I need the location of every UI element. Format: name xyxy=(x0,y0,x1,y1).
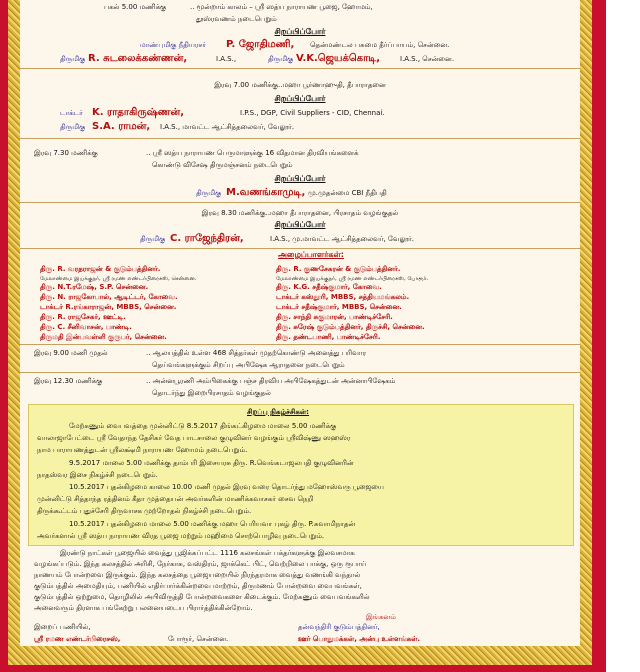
divider xyxy=(20,248,580,249)
event-text: .. மூன்றாம் காலம் – ஸ்ரீ ஸத்ய நாராயண பூஜை, ஹோமம், xyxy=(190,3,373,11)
guest-title: I.A.S., மு.மாவட்ட ஆட்சித்தலைவர், வேலூர். xyxy=(270,235,415,243)
signoff-label: இறைப் பணியில், xyxy=(34,623,91,631)
signoff-left-name: ஶ்ரீ ரமண எண்டர்பிரைசஸ், xyxy=(34,635,121,643)
guest-title: I.A.S., xyxy=(216,55,237,63)
guest-title: மு.முதன்மை CBI நீதிபதி xyxy=(308,189,387,197)
guest-title: I.A.S., சென்னை. xyxy=(400,55,455,63)
event-text: .. ஸ்ரீ ஸத்ய நாராயண பெருமாளுக்கு 16 விதமான திரவியங்களைக் xyxy=(146,149,359,157)
guest-prefix: திருமிகு xyxy=(140,235,166,243)
organizer-name: திரு. N. ராஜகோபால், ஆடிட்டர், கோவை. xyxy=(40,293,178,301)
guest-name: K. ராதாகிருஷ்ணன், xyxy=(92,107,185,118)
guest-title: I.P.S., DGP, Civil Suppliers - CID, Chennai. xyxy=(240,109,385,117)
inkanam-text: இங்கனம் xyxy=(366,613,396,621)
organizer-name: திரு. N.T.ரமேஷ், S.P. சென்னை. xyxy=(40,283,149,291)
organizer-name: திரு. தண்டபாணி, பாண்டிச்சேரி. xyxy=(276,333,381,341)
closing-line: அனைவரும் திரளாக பங்கேற்று பலனையடைய பிரார்த்திக்கின்றோம். xyxy=(34,604,253,612)
organizer-name: திருமதி இன்பவள்ளி குருபர், சென்னை. xyxy=(40,333,167,341)
divider xyxy=(20,138,580,139)
guest-prefix: டாக்டர் xyxy=(60,109,83,117)
special-line: திருக்கூட்டம் புதுச்சேரி திருவாசக முற்றோதல் நிகழ்ச்சி நடைபெறும். xyxy=(37,507,252,516)
special-line: முன்னிட்டு சித்தாந்த ரத்தினம் கீதா முத்தையன் அவர்களின் மாணிக்கவாசகர் சைவ நெறி xyxy=(37,495,314,504)
organizers-heading: அழைப்பாளர்கள்: xyxy=(278,250,344,259)
event-text: .. அன்னபூரணி அம்பிகைக்கு பஞ்ச திரவிய அபிஷேகத்துடன் அன்னாபிஷேகம் xyxy=(146,377,396,385)
organizer-name: திரு. R. வரதராஜன் & குடும்பத்தினர். xyxy=(40,265,161,273)
organizer-name: டாக்டர் கஸ்தூரி, MBBS, சத்தியமங்கலம். xyxy=(276,293,410,301)
special-line: நாம பாராயணத்துடன் ஶ்ரீலக்ஷ்மி நாராயண ஹோமம் நடைபெறும். xyxy=(37,446,248,455)
closing-line: வழங்கப்படும். இந்த கலசத்தில் அரிசி, நேர்காசு, வஸ்திரம், ஜாக்கெட் பிட், வெற்றிலை பாக்கு, ஒரு ரூபாய் xyxy=(34,560,367,568)
divider xyxy=(20,372,580,373)
closing-line: குடும்பத்தில் ஒற்றுமை, தொழிலில் அபிவிருத்தி போன்றவைகளை கிடைக்கும். மேற்கணும் வைபவங்களில் xyxy=(34,593,370,601)
organizer-name: டாக்டர் R.ரங்காராஜன், MBBS, சென்னை. xyxy=(40,303,177,311)
special-line: 10.5.2017 புதன்கிழமை காலை 10.00 மணி முதல் இரவு வரை தொடர்ந்து மஹோஸ்வரு பூஜையை xyxy=(69,483,384,491)
organizer-name: திரு. சாந்தி சுகுமாரன், பாண்டிச்சேரி. xyxy=(276,313,393,321)
organizer-name: திரு. K.G. சதீஷ்குமார், கோவை. xyxy=(276,283,382,291)
guest-name: V.K.ஜெயக்கொடி, xyxy=(296,53,381,64)
guest-name: M.வணங்காமுடி, xyxy=(226,187,306,198)
organizer-name: டாக்டர் சதீஷ்குமார், MBBS, சென்னை. xyxy=(276,303,402,311)
heading-sirappippor-2: சிறப்பிப்போர் xyxy=(274,94,326,103)
special-line: நாதஸ்வர இசை நிகழ்ச்சி நடைபெறும். xyxy=(37,470,158,479)
time-text: இரவு 12.30 மணிக்கு xyxy=(34,377,103,385)
guest-prefix: திருமிகு xyxy=(60,55,86,63)
signoff-right-2: ஊர் பொதுமக்கள், அன்பு உள்ளங்கள். xyxy=(298,635,421,643)
special-line: 9.5.2017 மாலை 5.00 மணிக்கு தாம்பரி இசையரசு திரு. R.வெங்கடாஜலபதி குழுவினரின் xyxy=(69,458,354,467)
signoff-left-suffix: போரூர், சென்னை. xyxy=(168,635,229,643)
guest-name: S.A. ராமன், xyxy=(92,121,151,132)
heading-sirappippor-1: சிறப்பிப்போர் xyxy=(274,27,326,36)
guest-prefix: மாண்புமிகு நீதியரசர் xyxy=(140,41,207,49)
time-text: இரவு 7.30 மணிக்கு xyxy=(34,149,98,157)
guest-prefix: திருமிகு xyxy=(60,123,86,131)
margin-right xyxy=(606,0,640,672)
event-text-cont: தூஸ்ரவணம் நடைபெறும் xyxy=(196,15,277,23)
event-text-cont: கொண்டு விசேஷ திருமஞ்சனம் நடைபெறும் xyxy=(152,161,293,169)
heading-sirappippor-4: சிறப்பிப்போர் xyxy=(274,220,326,229)
guest-name: C. ராஜேந்திரன், xyxy=(170,233,244,244)
divider xyxy=(20,68,580,69)
special-line: வாலாஜாபேட்டை ஶ்ரீ வேதாந்த தேசிகர் வேத பாடசாலை குழுவினர் வழங்கும் ஶ்ரீவிஷ்ணு ஸஹஸ்ர xyxy=(37,434,351,443)
special-line: 10.5.2017 புதன்கிழமை மாலை 5.00 மணிக்கு மஹா பெரியவா புகழ் திரு. P.சுவாமிநாதன் xyxy=(69,519,356,528)
block4-line1: இரவு 8.30 மணிக்கு..மஹா தீபாராதனை, பிரசாதம் வழங்குதல் xyxy=(201,209,399,217)
time-text: பகல் 5.00 மணிக்கு xyxy=(104,3,167,11)
time-text: இரவு 9.00 மணி முதல் xyxy=(34,349,108,357)
special-line: அவர்களால் ஶ்ரீ ஸத்ய நாராயண விரத பூஜை மற்றும் மஹிமை சொற்பொழிவு நடைபெறும். xyxy=(37,531,325,540)
organizer-subtitle: மேலாண்மை இயக்குநர், ஶ்ரீ ரமண எண்டர்பிரைசஸ், போரூர். xyxy=(276,276,429,282)
event-text-cont: தொடர்ந்து இறைபிரசாதம் வழங்குதல் xyxy=(152,389,271,397)
divider xyxy=(20,344,580,345)
organizer-subtitle: மேலாண்மை இயக்குநர், ஶ்ரீ ரமண எண்டர்பிரைசஸ், சென்னை. xyxy=(40,276,197,282)
organizer-name: திரு. R. குணசேகரன் & குடும்பத்தினர். xyxy=(276,265,401,273)
guest-name: P. ஜோதிமணி, xyxy=(226,39,295,50)
organizer-name: திரு. C. சீனிவாசன், பாண்டி. xyxy=(40,323,132,331)
guest-prefix: திருமிகு xyxy=(196,189,222,197)
guest-title: I.A.S., மாவட்ட ஆட்சித்தலைவர், வேலூர். xyxy=(160,123,295,131)
divider xyxy=(20,202,580,203)
special-line: மேற்கணும் வைபவத்தை முன்னிட்டு 8.5.2017 திங்கட்கிழமை மாலை 5.00 மணிக்கு xyxy=(69,422,337,430)
event-text: .. ஆலயத்தில் உள்ள 468 சித்தர்கள் முதற்கொண்டு அனைத்து பரிவார xyxy=(146,349,367,357)
organizer-name: திரு. சுரேஷ் குடும்பத்தினர், திருச்சி, சென்னை. xyxy=(276,323,425,331)
closing-line: நாணயம் போன்றவை இருக்கும். இந்த கலசத்தை பூஜையறையில் நிரந்தரமாக வைத்து வணங்கி வந்தால் xyxy=(34,571,361,579)
special-heading: சிறப்பு நிகழ்ச்சிகள்: xyxy=(247,408,309,416)
closing-line: குடும்பத்தில் அமைதியும், பணியில் எதிர்பார்க்கின்றவை மாற்றம், திருமணம் போன்றவை வைபவங்கள், xyxy=(34,582,362,590)
signoff-right-1: தன்வந்திரி குடும்பத்தினர், xyxy=(298,623,380,631)
guest-name: R. சுடலைக்கண்ணன், xyxy=(88,53,188,64)
special-events-box xyxy=(28,404,574,546)
heading-sirappippor-3: சிறப்பிப்போர் xyxy=(274,174,326,183)
guest-title: தென்மண்டல பசுமை தீர்ப்பாயம், சென்னை. xyxy=(310,41,450,49)
closing-line: இரண்டு நாட்கள் பூஜையில் வைத்து பூஜிக்கப்பட்ட 1116 கலசங்கள் பக்தர்களுக்கு இலவசமாக xyxy=(60,549,355,557)
block2-line1: இரவு 7.00 மணிக்கு..மஹா பூர்ணாஹுதி, தீபாராதனை xyxy=(214,81,386,89)
organizer-name: திரு. R. ராஜசேகர், ஊட்டி. xyxy=(40,313,126,321)
event-text-cont: தெய்வங்களுக்கும் சிறப்பு அபிஷேக ஆராதனை நடைபெறும் xyxy=(152,361,345,369)
guest-prefix: திருமிகு xyxy=(268,55,294,63)
